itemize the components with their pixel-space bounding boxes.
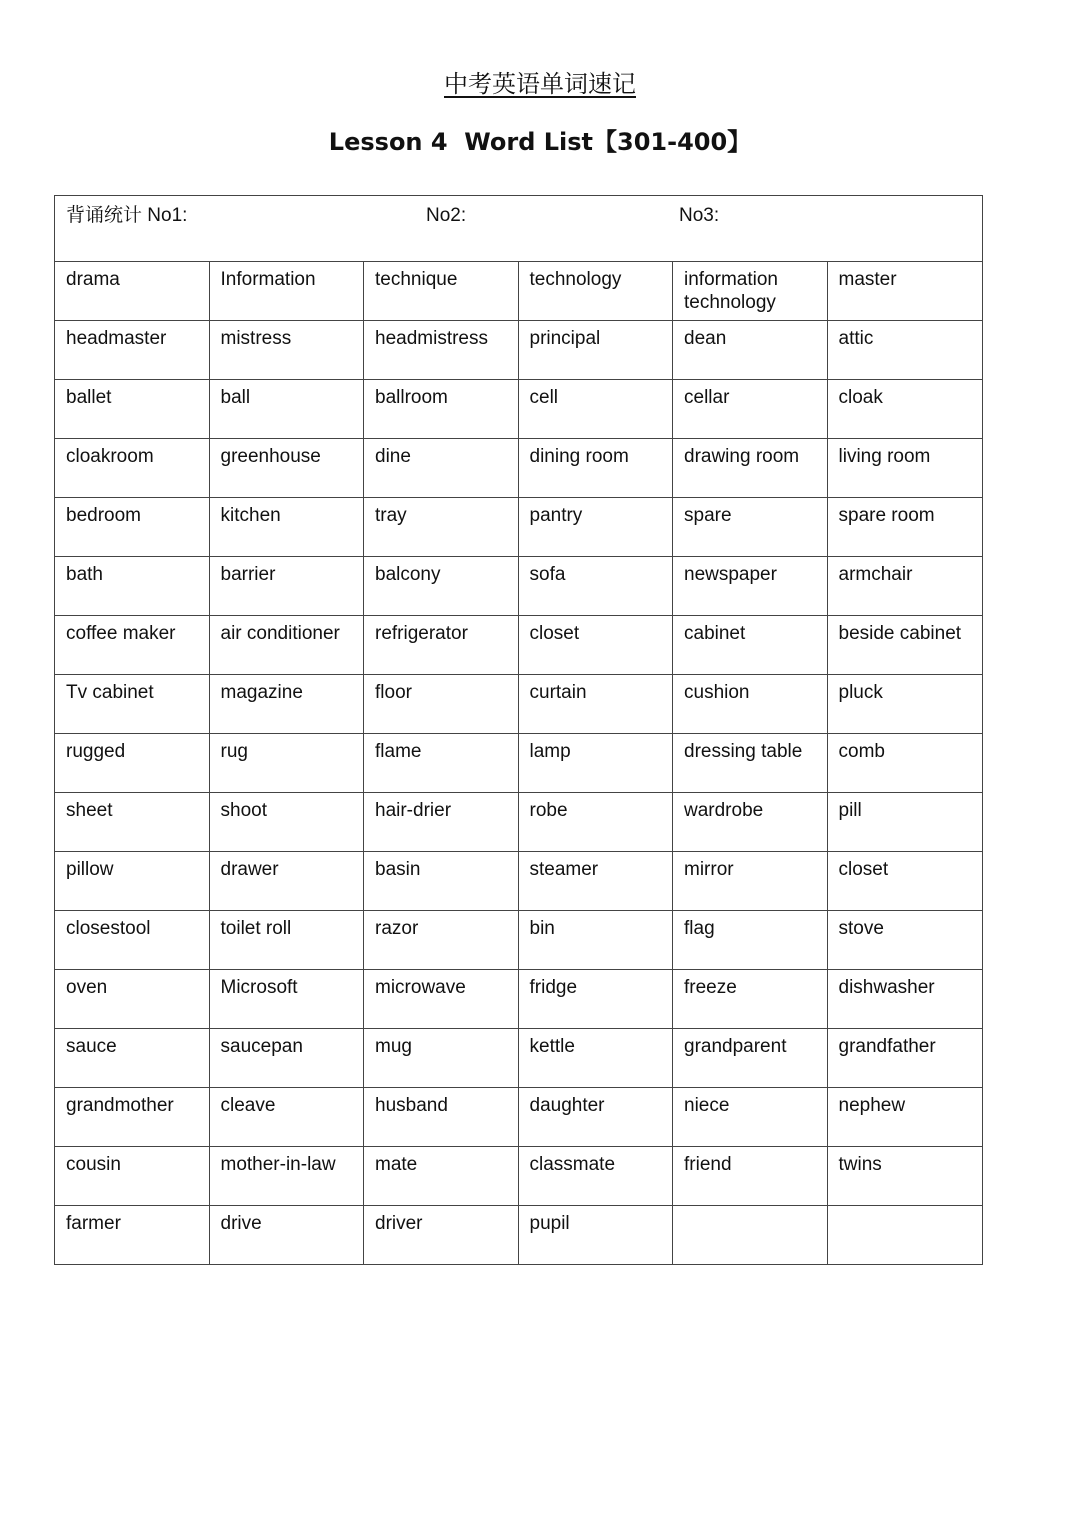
word-cell: dishwasher bbox=[827, 970, 983, 1029]
word-cell: attic bbox=[827, 321, 983, 380]
word-cell: sauce bbox=[55, 1029, 210, 1088]
word-cell: headmistress bbox=[364, 321, 519, 380]
word-list-table bbox=[54, 195, 983, 1265]
word-cell: Information bbox=[209, 262, 364, 321]
word-cell: rugged bbox=[55, 734, 210, 793]
word-cell: razor bbox=[364, 911, 519, 970]
word-cell: grandparent bbox=[673, 1029, 828, 1088]
word-cell bbox=[673, 1206, 828, 1265]
word-cell: information technology bbox=[673, 262, 828, 321]
word-cell: cousin bbox=[55, 1147, 210, 1206]
word-cell: rug bbox=[209, 734, 364, 793]
word-cell: steamer bbox=[518, 852, 673, 911]
word-cell: cloak bbox=[827, 380, 983, 439]
word-cell: flame bbox=[364, 734, 519, 793]
word-cell: greenhouse bbox=[209, 439, 364, 498]
word-cell: spare bbox=[673, 498, 828, 557]
word-cell: headmaster bbox=[55, 321, 210, 380]
word-row bbox=[55, 675, 983, 734]
word-cell: Microsoft bbox=[209, 970, 364, 1029]
word-cell: ballet bbox=[55, 380, 210, 439]
word-row bbox=[55, 498, 983, 557]
word-cell: drawing room bbox=[673, 439, 828, 498]
word-cell: husband bbox=[364, 1088, 519, 1147]
word-cell: niece bbox=[673, 1088, 828, 1147]
document-title bbox=[0, 64, 1080, 104]
word-cell: ballroom bbox=[364, 380, 519, 439]
stats-no1-label: 背诵统计 No1: bbox=[66, 205, 188, 226]
word-row bbox=[55, 970, 983, 1029]
word-cell: cell bbox=[518, 380, 673, 439]
word-cell: beside cabinet bbox=[827, 616, 983, 675]
word-cell: daughter bbox=[518, 1088, 673, 1147]
word-cell: mate bbox=[364, 1147, 519, 1206]
word-cell: lamp bbox=[518, 734, 673, 793]
word-row bbox=[55, 616, 983, 675]
word-cell: living room bbox=[827, 439, 983, 498]
word-cell: cleave bbox=[209, 1088, 364, 1147]
word-cell: pupil bbox=[518, 1206, 673, 1265]
word-cell: nephew bbox=[827, 1088, 983, 1147]
word-cell: newspaper bbox=[673, 557, 828, 616]
word-cell: oven bbox=[55, 970, 210, 1029]
word-cell: bin bbox=[518, 911, 673, 970]
word-cell: dean bbox=[673, 321, 828, 380]
word-cell: technique bbox=[364, 262, 519, 321]
word-row bbox=[55, 1029, 983, 1088]
word-cell: cushion bbox=[673, 675, 828, 734]
word-cell: classmate bbox=[518, 1147, 673, 1206]
word-row bbox=[55, 1206, 983, 1265]
word-cell: barrier bbox=[209, 557, 364, 616]
word-cell: armchair bbox=[827, 557, 983, 616]
word-cell: drive bbox=[209, 1206, 364, 1265]
word-cell: spare room bbox=[827, 498, 983, 557]
word-cell: mistress bbox=[209, 321, 364, 380]
word-cell: magazine bbox=[209, 675, 364, 734]
document-title-text: 中考英语单词速记 bbox=[444, 70, 636, 98]
word-cell: grandfather bbox=[827, 1029, 983, 1088]
word-cell: cellar bbox=[673, 380, 828, 439]
word-cell: friend bbox=[673, 1147, 828, 1206]
word-cell: dressing table bbox=[673, 734, 828, 793]
word-row bbox=[55, 793, 983, 852]
recitation-stats-cell bbox=[55, 196, 983, 262]
word-row bbox=[55, 557, 983, 616]
word-cell: dine bbox=[364, 439, 519, 498]
word-cell: mug bbox=[364, 1029, 519, 1088]
word-cell: pantry bbox=[518, 498, 673, 557]
word-cell: shoot bbox=[209, 793, 364, 852]
word-cell: pluck bbox=[827, 675, 983, 734]
word-cell: master bbox=[827, 262, 983, 321]
word-cell: curtain bbox=[518, 675, 673, 734]
word-cell: dining room bbox=[518, 439, 673, 498]
word-cell: kitchen bbox=[209, 498, 364, 557]
word-cell: cloakroom bbox=[55, 439, 210, 498]
word-cell: hair-drier bbox=[364, 793, 519, 852]
word-cell: pill bbox=[827, 793, 983, 852]
word-row bbox=[55, 321, 983, 380]
word-cell: tray bbox=[364, 498, 519, 557]
word-cell: technology bbox=[518, 262, 673, 321]
word-row bbox=[55, 262, 983, 321]
word-cell: mother-in-law bbox=[209, 1147, 364, 1206]
word-cell: bath bbox=[55, 557, 210, 616]
word-row bbox=[55, 380, 983, 439]
word-cell: refrigerator bbox=[364, 616, 519, 675]
word-cell: comb bbox=[827, 734, 983, 793]
word-row bbox=[55, 852, 983, 911]
word-cell: freeze bbox=[673, 970, 828, 1029]
word-cell: closestool bbox=[55, 911, 210, 970]
word-cell: saucepan bbox=[209, 1029, 364, 1088]
word-cell: kettle bbox=[518, 1029, 673, 1088]
word-cell: microwave bbox=[364, 970, 519, 1029]
word-cell: ball bbox=[209, 380, 364, 439]
word-row bbox=[55, 911, 983, 970]
word-cell: farmer bbox=[55, 1206, 210, 1265]
word-cell: mirror bbox=[673, 852, 828, 911]
word-row bbox=[55, 734, 983, 793]
word-cell: fridge bbox=[518, 970, 673, 1029]
word-cell: basin bbox=[364, 852, 519, 911]
word-cell bbox=[827, 1206, 983, 1265]
word-list-body bbox=[55, 196, 983, 1265]
word-cell: robe bbox=[518, 793, 673, 852]
word-cell: cabinet bbox=[673, 616, 828, 675]
word-cell: closet bbox=[518, 616, 673, 675]
word-cell: stove bbox=[827, 911, 983, 970]
word-row bbox=[55, 439, 983, 498]
word-row bbox=[55, 1088, 983, 1147]
word-cell: twins bbox=[827, 1147, 983, 1206]
stats-no2-label: No2: bbox=[426, 205, 467, 226]
word-cell: pillow bbox=[55, 852, 210, 911]
word-cell: floor bbox=[364, 675, 519, 734]
word-cell: wardrobe bbox=[673, 793, 828, 852]
word-row bbox=[55, 1147, 983, 1206]
word-cell: closet bbox=[827, 852, 983, 911]
word-cell: grandmother bbox=[55, 1088, 210, 1147]
word-cell: Tv cabinet bbox=[55, 675, 210, 734]
word-cell: air conditioner bbox=[209, 616, 364, 675]
document-subtitle: Lesson 4 Word List【301-400】 bbox=[328, 128, 752, 156]
word-cell: balcony bbox=[364, 557, 519, 616]
word-cell: driver bbox=[364, 1206, 519, 1265]
word-cell: drawer bbox=[209, 852, 364, 911]
word-cell: sofa bbox=[518, 557, 673, 616]
word-cell: toilet roll bbox=[209, 911, 364, 970]
word-cell: drama bbox=[55, 262, 210, 321]
word-cell: coffee maker bbox=[55, 616, 210, 675]
recitation-stats-row bbox=[55, 196, 983, 262]
stats-no3-label: No3: bbox=[679, 205, 720, 226]
word-cell: bedroom bbox=[55, 498, 210, 557]
word-cell: sheet bbox=[55, 793, 210, 852]
word-cell: principal bbox=[518, 321, 673, 380]
word-cell: flag bbox=[673, 911, 828, 970]
